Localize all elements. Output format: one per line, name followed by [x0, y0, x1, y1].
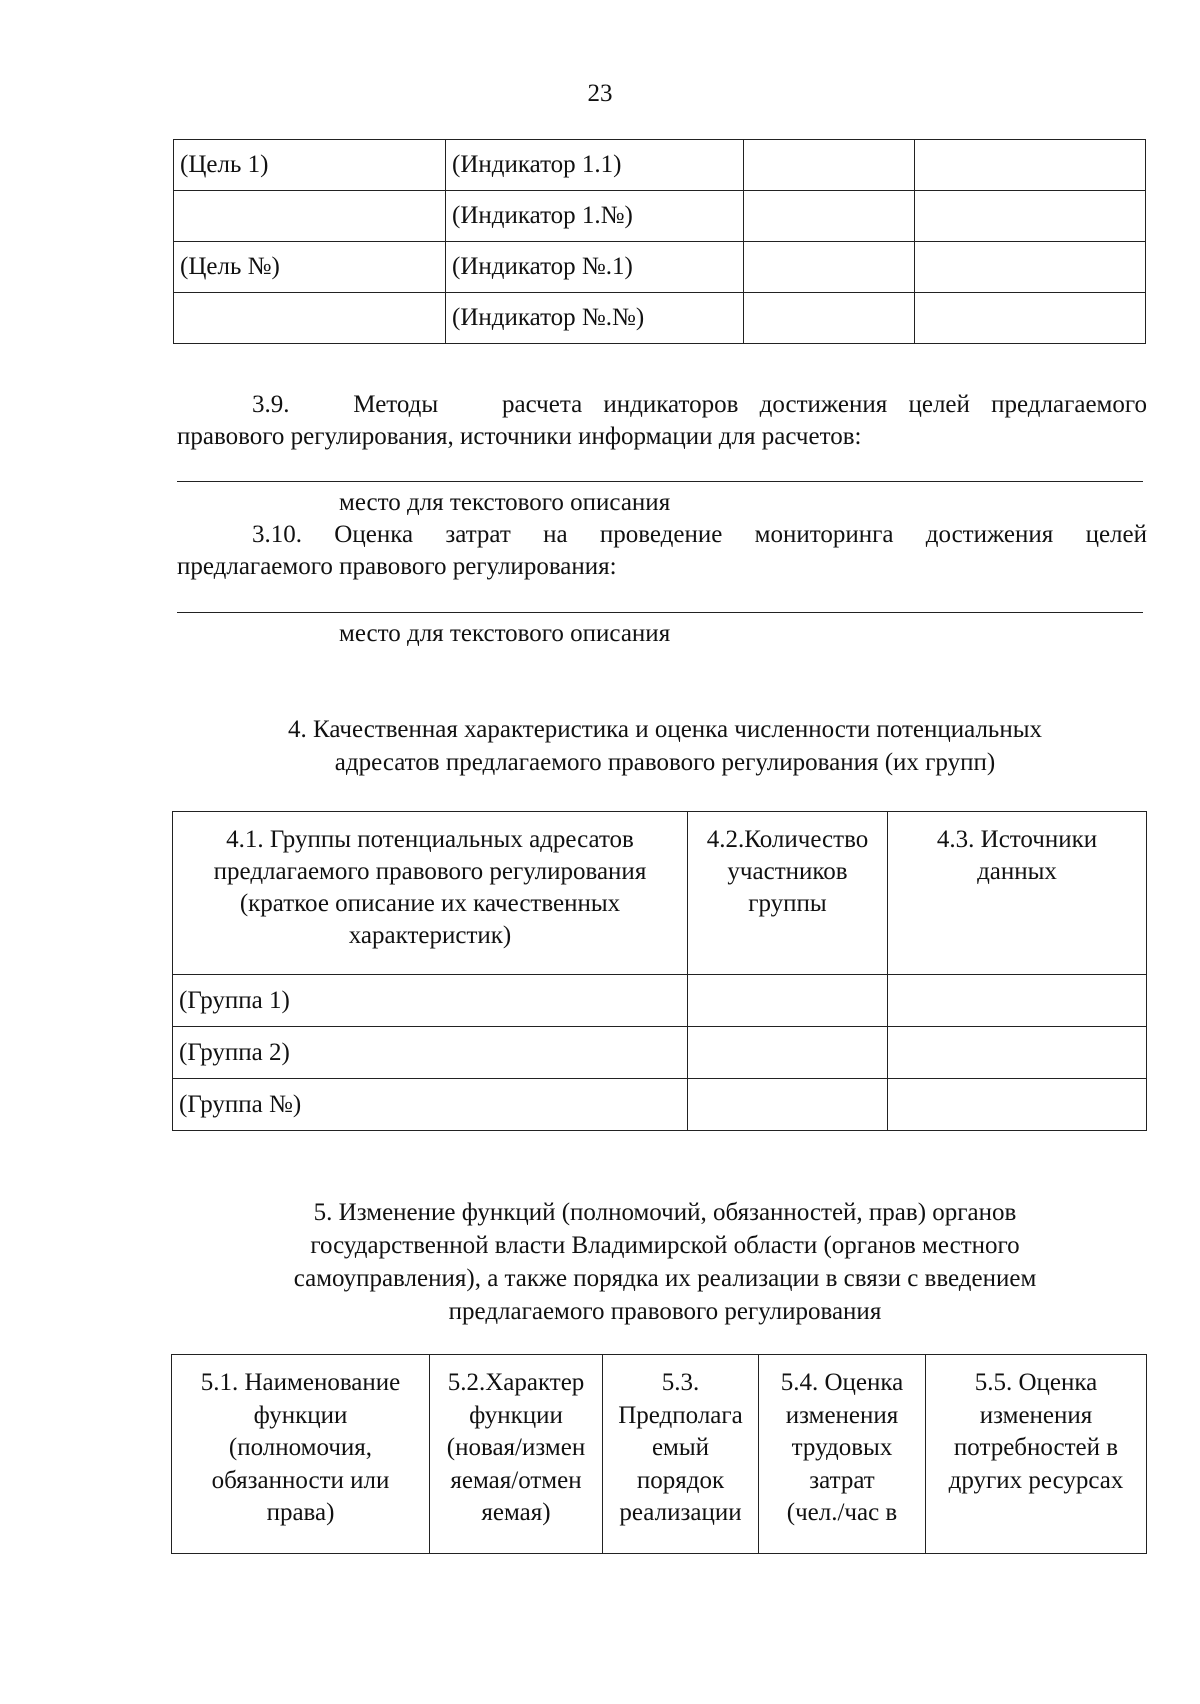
table-cell: (Индикатор №.№) — [446, 293, 744, 344]
column-header — [430, 1355, 603, 1554]
table-header-row — [173, 812, 1147, 975]
table-cell — [915, 293, 1146, 344]
header-line: других ресурсах — [948, 1466, 1124, 1494]
table-cell — [915, 242, 1146, 293]
text-placeholder-line — [177, 481, 1143, 482]
goals-indicators-table — [173, 139, 1146, 344]
table-cell: (Цель №) — [174, 242, 446, 293]
header-line: потребностей в — [953, 1434, 1119, 1461]
header-line: функции — [469, 1401, 563, 1429]
header-line: реализации — [619, 1499, 742, 1526]
header-line: 5.2.Характер — [447, 1369, 585, 1396]
table-row — [173, 1079, 1147, 1131]
header-line: предлагаемого правового регулирования — [213, 858, 647, 885]
header-line: 5.4. Оценка — [780, 1369, 904, 1396]
header-line: яемая) — [481, 1499, 551, 1526]
header-line: права) — [266, 1499, 335, 1526]
header-line: (краткое описание их качественных — [239, 890, 621, 917]
table-cell: (Индикатор №.1) — [446, 242, 744, 293]
table-cell — [888, 1079, 1147, 1131]
table-row — [173, 975, 1147, 1027]
header-line: обязанности или — [211, 1466, 390, 1494]
column-header — [172, 1355, 430, 1554]
header-line: данных — [977, 858, 1057, 885]
table-cell: (Группа №) — [173, 1079, 688, 1131]
header-line: группы — [748, 890, 827, 917]
table-row — [174, 293, 1146, 344]
table-cell — [688, 975, 888, 1027]
header-line: 5.1. Наименование — [200, 1369, 401, 1396]
table-cell — [688, 1079, 888, 1131]
table-cell — [688, 1027, 888, 1079]
table-row — [174, 242, 1146, 293]
header-line: 5.5. Оценка — [974, 1369, 1098, 1396]
header-line: яемая/отмен — [450, 1466, 582, 1494]
header-line: 4.2.Количество — [706, 826, 869, 853]
header-line: 5.3. — [661, 1369, 700, 1396]
header-line: (чел./час в — [786, 1499, 898, 1526]
table-cell: (Индикатор 1.№) — [446, 191, 744, 242]
section-4-heading-line2: адресатов предлагаемого правового регулирования (их групп) — [334, 749, 996, 776]
table-row — [174, 140, 1146, 191]
table-cell — [744, 242, 915, 293]
table-cell — [174, 293, 446, 344]
section-5-heading-line3: самоуправления), а также порядка их реализации в связи с введением — [293, 1265, 1037, 1292]
column-header — [759, 1355, 926, 1554]
table-cell — [915, 140, 1146, 191]
section-5-heading-line2: государственной власти Владимирской области (органов местного — [310, 1232, 1020, 1259]
header-line: 4.3. Источники — [936, 826, 1098, 853]
functions-change-table — [171, 1354, 1147, 1554]
table-cell — [915, 191, 1146, 242]
column-header — [173, 812, 688, 975]
table-cell — [744, 140, 915, 191]
header-line: (новая/измен — [446, 1434, 586, 1461]
table-cell: (Индикатор 1.1) — [446, 140, 744, 191]
section-3-10-line1: 3.10. Оценка затрат на проведение мониторинга достижения целей — [252, 521, 1147, 548]
header-line: 4.1. Группы потенциальных адресатов — [226, 826, 634, 853]
addressee-groups-table — [172, 811, 1147, 1131]
section-5-heading-line4: предлагаемого правового регулирования — [448, 1298, 882, 1325]
table-row — [174, 191, 1146, 242]
table-cell — [744, 293, 915, 344]
table-cell — [888, 975, 1147, 1027]
column-header — [926, 1355, 1147, 1554]
column-header — [688, 812, 888, 975]
table-cell: (Группа 1) — [173, 975, 688, 1027]
table-cell — [174, 191, 446, 242]
header-line: характеристик) — [348, 922, 512, 949]
header-line: порядок — [636, 1466, 725, 1494]
text-placeholder-caption: место для текстового описания — [339, 489, 671, 516]
text-placeholder-line — [177, 612, 1143, 613]
table-row — [173, 1027, 1147, 1079]
section-3-9-line1: 3.9. Методы расчета индикаторов достижения целей предлагаемого — [252, 391, 1147, 418]
header-line: участников — [727, 858, 848, 885]
text-placeholder-caption: место для текстового описания — [339, 620, 671, 647]
column-header — [888, 812, 1147, 975]
header-line: функции — [253, 1401, 348, 1429]
table-header-row — [172, 1355, 1147, 1554]
header-line: изменения — [979, 1401, 1093, 1429]
page-number: 23 — [587, 80, 613, 107]
header-line: Предполага — [618, 1401, 743, 1429]
header-line: затрат — [809, 1466, 875, 1494]
header-line: (полномочия, — [228, 1434, 373, 1461]
section-5-heading-line1: 5. Изменение функций (полномочий, обязанностей, прав) органов — [313, 1199, 1017, 1226]
column-header — [603, 1355, 759, 1554]
table-cell: (Цель 1) — [174, 140, 446, 191]
table-cell — [888, 1027, 1147, 1079]
table-cell — [744, 191, 915, 242]
section-4-heading-line1: 4. Качественная характеристика и оценка численности потенциальных — [287, 716, 1043, 743]
header-line: изменения — [785, 1401, 899, 1429]
section-3-9-line2: правового регулирования, источники информации для расчетов: — [177, 423, 862, 450]
section-3-10-line2: предлагаемого правового регулирования: — [177, 553, 617, 580]
header-line: трудовых — [791, 1434, 893, 1461]
table-cell: (Группа 2) — [173, 1027, 688, 1079]
header-line: емый — [651, 1434, 710, 1461]
